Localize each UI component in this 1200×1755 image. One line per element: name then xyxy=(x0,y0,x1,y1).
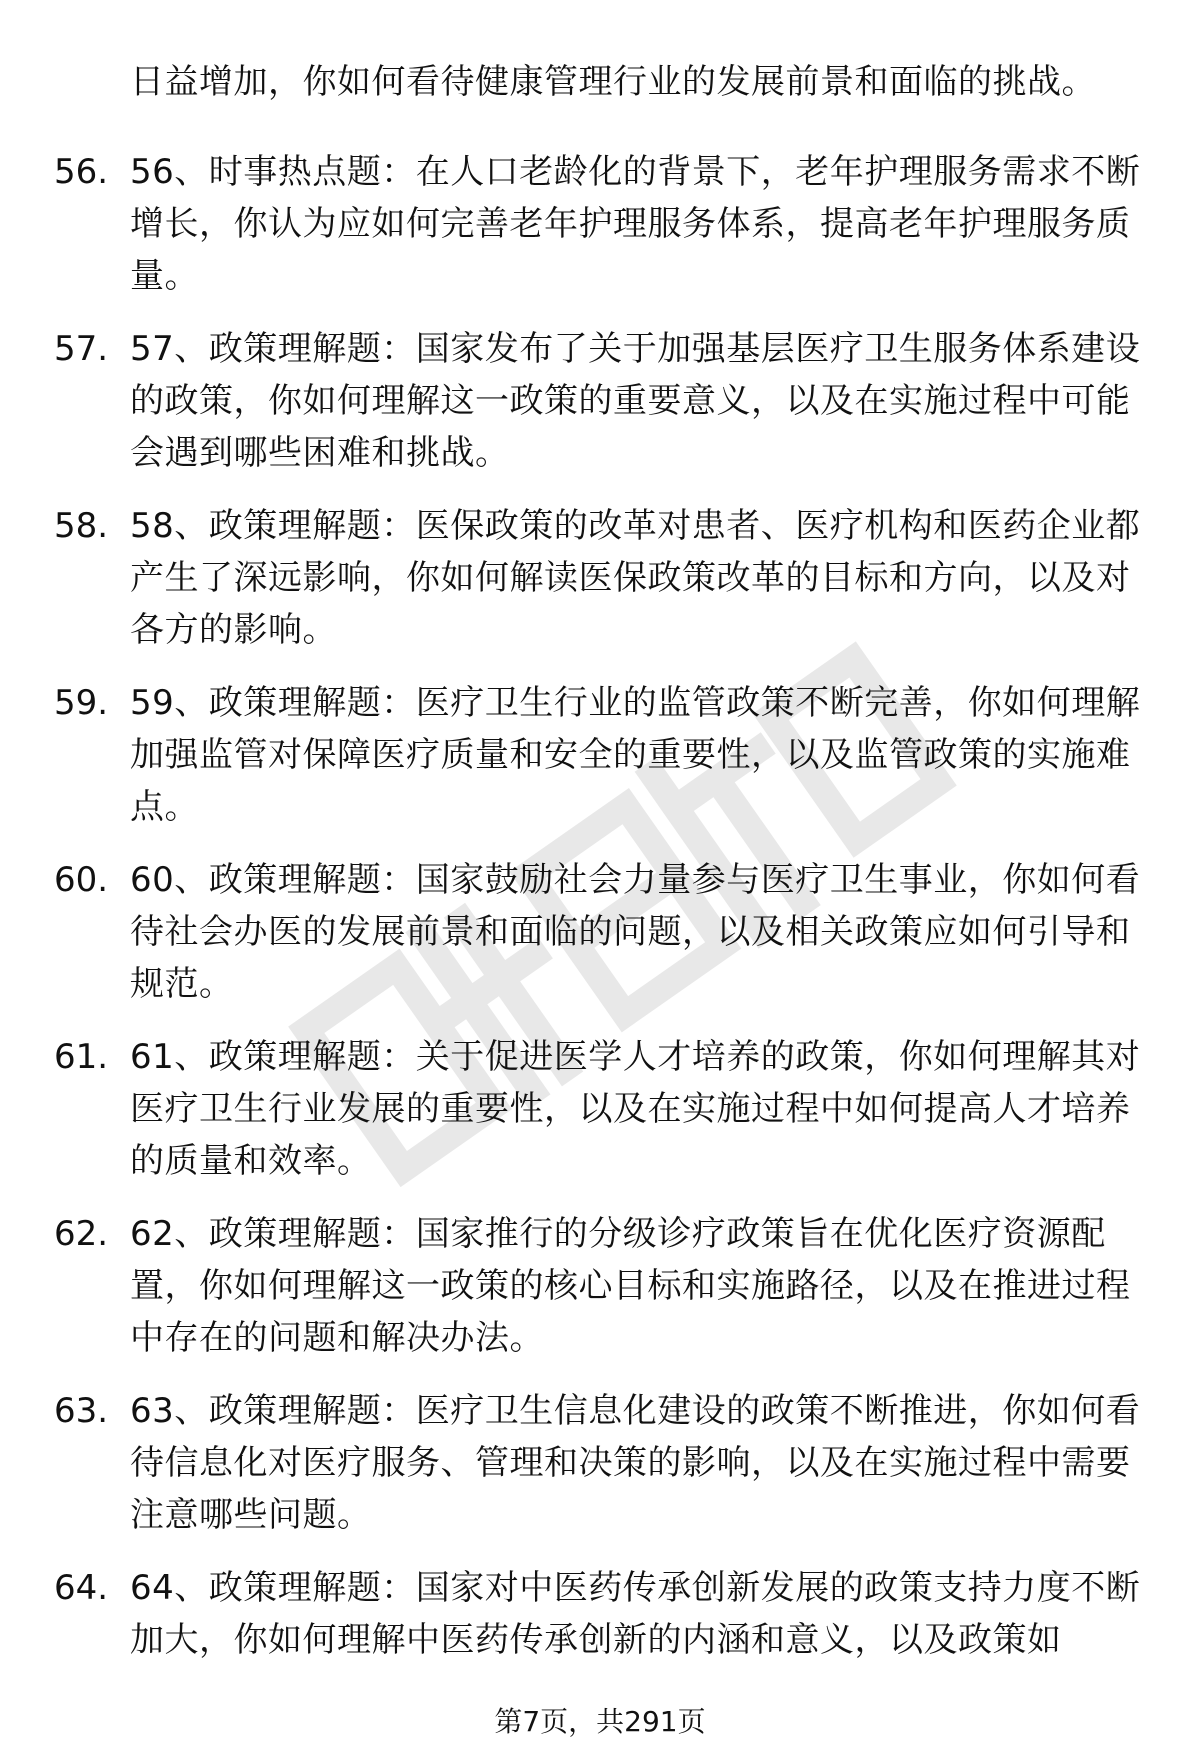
question-item xyxy=(0,677,1200,854)
question-number: 63. xyxy=(54,1391,109,1431)
question-text: 58、政策理解题：医保政策的改革对患者、医疗机构和医药企业都产生了深远影响，你如何解读医保政策改革的目标和方向，以及对各方的影响。 xyxy=(130,506,1141,650)
question-number: 64. xyxy=(54,1568,109,1608)
question-text: 64、政策理解题：国家对中医药传承创新发展的政策支持力度不断加大，你如何理解中医药传承创新的内涵和意义，以及政策如 xyxy=(130,1568,1141,1660)
question-item xyxy=(0,500,1200,677)
question-number: 59. xyxy=(54,683,109,723)
question-item xyxy=(0,1385,1200,1562)
question-item xyxy=(0,854,1200,1031)
question-number: 62. xyxy=(54,1214,109,1254)
question-number: 56. xyxy=(54,152,109,192)
question-text: 61、政策理解题：关于促进医学人才培养的政策，你如何理解其对医疗卫生行业发展的重要性，以及在实施过程中如何提高人才培养的质量和效率。 xyxy=(130,1037,1141,1181)
question-list xyxy=(0,146,1200,1739)
question-number: 61. xyxy=(54,1037,109,1077)
question-item xyxy=(0,146,1200,323)
page-footer: 第7页，共291页 xyxy=(494,1705,706,1738)
question-text: 63、政策理解题：医疗卫生信息化建设的政策不断推进，你如何看待信息化对医疗服务、管理和决策的影响，以及在实施过程中需要注意哪些问题。 xyxy=(130,1391,1141,1535)
continuation-text: 日益增加，你如何看待健康管理行业的发展前景和面临的挑战。 xyxy=(130,62,1096,102)
question-number: 57. xyxy=(54,329,109,369)
question-number: 60. xyxy=(54,860,109,900)
question-item xyxy=(0,1031,1200,1208)
question-item xyxy=(0,323,1200,500)
question-text: 60、政策理解题：国家鼓励社会力量参与医疗卫生事业，你如何看待社会办医的发展前景和面临的问题，以及相关政策应如何引导和规范。 xyxy=(130,860,1141,1004)
question-item xyxy=(0,1208,1200,1385)
question-text: 57、政策理解题：国家发布了关于加强基层医疗卫生服务体系建设的政策，你如何理解这一政策的重要意义，以及在实施过程中可能会遇到哪些困难和挑战。 xyxy=(130,329,1141,473)
question-number: 58. xyxy=(54,506,109,546)
question-text: 62、政策理解题：国家推行的分级诊疗政策旨在优化医疗资源配置，你如何理解这一政策的核心目标和实施路径，以及在推进过程中存在的问题和解决办法。 xyxy=(130,1214,1131,1358)
question-text: 59、政策理解题：医疗卫生行业的监管政策不断完善，你如何理解加强监管对保障医疗质量和安全的重要性，以及监管政策的实施难点。 xyxy=(130,683,1141,827)
question-text: 56、时事热点题：在人口老龄化的背景下，老年护理服务需求不断增长，你认为应如何完善老年护理服务体系，提高老年护理服务质量。 xyxy=(130,152,1141,296)
